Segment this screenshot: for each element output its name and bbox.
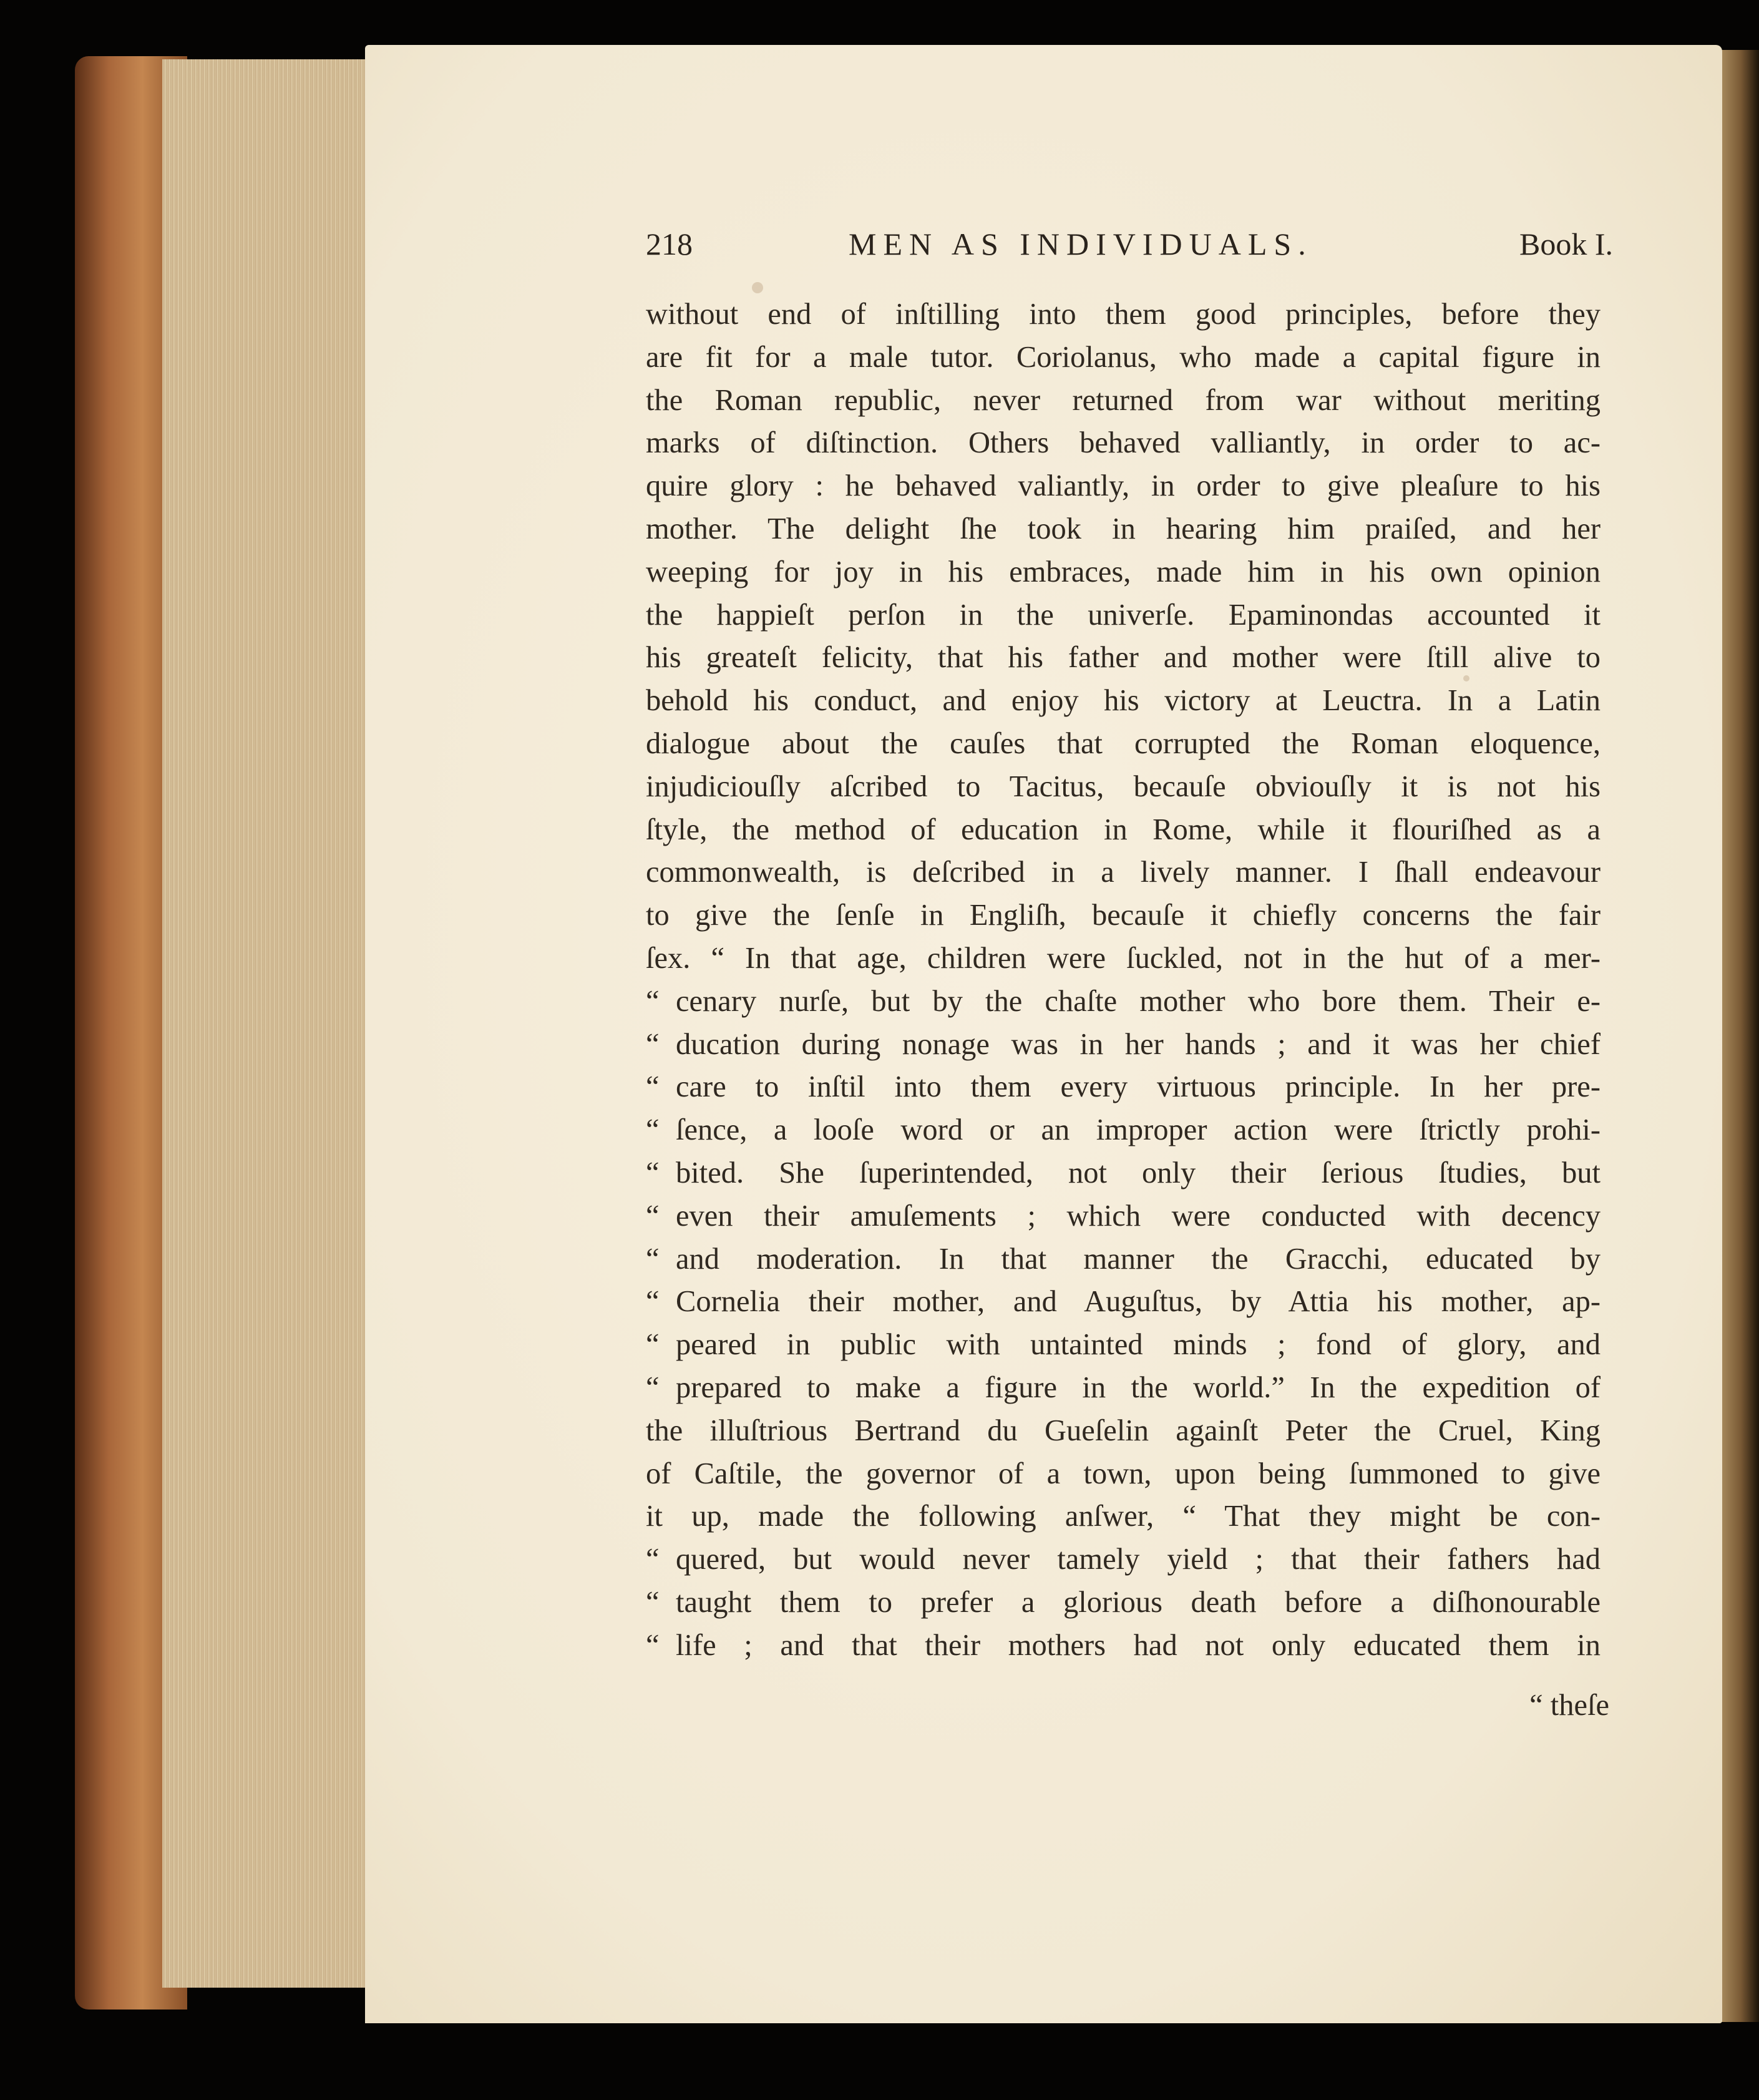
text-line bbox=[646, 1410, 1601, 1453]
line-text: behold his conduct, and enjoy his victory at Leuctra. In a Latin bbox=[646, 684, 1601, 718]
quote-mark: “ bbox=[646, 1027, 660, 1061]
text-line bbox=[646, 809, 1601, 852]
quote-mark: “ bbox=[646, 1628, 660, 1662]
line-text: bited. She ſuperintended, not only their ſerious ſtudies, but bbox=[676, 1156, 1601, 1189]
running-title: MEN AS INDIVIDUALS. bbox=[849, 227, 1313, 261]
text-line bbox=[646, 1538, 1601, 1581]
line-text: ſence, a looſe word or an improper action were ſtrictly prohi- bbox=[676, 1113, 1601, 1147]
text-line bbox=[646, 551, 1601, 594]
line-text: Cornelia their mother, and Auguſtus, by Attia his mother, ap- bbox=[676, 1285, 1601, 1319]
line-text: cenary nurſe, but by the chaſte mother who bore them. Their e- bbox=[676, 984, 1601, 1018]
line-text: weeping for joy in his embraces, made him in his own opinion bbox=[646, 555, 1601, 588]
text-line bbox=[646, 293, 1601, 336]
text-line bbox=[646, 766, 1601, 809]
quote-mark: “ bbox=[646, 1370, 660, 1404]
quote-mark: “ bbox=[646, 1328, 660, 1362]
page-number: 218 bbox=[646, 227, 693, 261]
foxing-spot bbox=[752, 282, 763, 293]
text-line bbox=[646, 1195, 1601, 1238]
quote-mark: “ bbox=[646, 1199, 660, 1233]
quote-mark: “ bbox=[646, 1543, 660, 1576]
line-text: injudiciouſly aſcribed to Tacitus, becauſe obviouſly it is not his bbox=[646, 769, 1601, 803]
line-text: dialogue about the cauſes that corrupted the Roman eloquence, bbox=[646, 726, 1601, 760]
line-text: life ; and that their mothers had not only educated them in bbox=[676, 1628, 1601, 1662]
text-line bbox=[646, 1581, 1601, 1624]
line-text: his greateſt felicity, that his father and mother were ſtill alive to bbox=[646, 641, 1601, 675]
line-text: are fit for a male tutor. Coriolanus, who made a capital figure in bbox=[646, 340, 1601, 374]
line-text: of Caſtile, the governor of a town, upon being ſummoned to give bbox=[646, 1457, 1601, 1490]
line-text: mother. The delight ſhe took in hearing him praiſed, and her bbox=[646, 512, 1601, 545]
text-line bbox=[646, 508, 1601, 551]
catchword: “ theſe bbox=[1529, 1689, 1609, 1722]
body-text bbox=[646, 293, 1601, 1668]
line-text: to give the ſenſe in Engliſh, becauſe it chiefly concerns the fair bbox=[646, 899, 1601, 932]
text-line bbox=[646, 336, 1601, 379]
line-text: it up, made the following anſwer, “ That they might be con- bbox=[646, 1500, 1601, 1533]
text-line bbox=[646, 1453, 1601, 1496]
text-line bbox=[646, 1238, 1601, 1281]
quote-mark: “ bbox=[646, 1242, 660, 1276]
line-text: taught them to prefer a glorious death before a diſhonourable bbox=[676, 1585, 1601, 1619]
text-line bbox=[646, 379, 1601, 422]
line-text: marks of diſtinction. Others behaved valliantly, in order to ac- bbox=[646, 426, 1601, 460]
quote-mark: “ bbox=[646, 1070, 660, 1104]
text-line bbox=[646, 937, 1601, 980]
text-line bbox=[646, 1023, 1601, 1067]
text-line bbox=[646, 1066, 1601, 1109]
book-label: Book I. bbox=[1519, 227, 1613, 261]
text-line bbox=[646, 1367, 1601, 1410]
text-line bbox=[646, 637, 1601, 680]
quote-mark: “ bbox=[646, 1585, 660, 1619]
line-text: peared in public with untainted minds ; fond of glory, and bbox=[676, 1328, 1601, 1362]
text-line bbox=[646, 894, 1601, 937]
text-line bbox=[646, 465, 1601, 508]
text-line bbox=[646, 980, 1601, 1023]
line-text: quered, but would never tamely yield ; that their fathers had bbox=[676, 1543, 1601, 1576]
text-line bbox=[646, 594, 1601, 637]
line-text: the happieſt perſon in the univerſe. Epaminondas accounted it bbox=[646, 598, 1601, 632]
text-line bbox=[646, 680, 1601, 723]
running-head bbox=[646, 226, 1613, 270]
quote-mark: “ bbox=[646, 1113, 660, 1147]
line-text: care to inſtil into them every virtuous principle. In her pre- bbox=[676, 1070, 1601, 1104]
line-text: commonwealth, is deſcribed in a lively manner. I ſhall endeavour bbox=[646, 856, 1601, 889]
text-line bbox=[646, 1152, 1601, 1195]
line-text: and moderation. In that manner the Gracchi, educated by bbox=[676, 1242, 1601, 1276]
line-text: without end of inſtilling into them good principles, before they bbox=[646, 298, 1601, 331]
text-line bbox=[646, 422, 1601, 465]
quote-mark: “ bbox=[646, 984, 660, 1018]
quote-mark: “ bbox=[646, 1285, 660, 1319]
text-line bbox=[646, 1324, 1601, 1367]
quote-mark: “ bbox=[646, 1156, 660, 1189]
text-line bbox=[646, 1281, 1601, 1324]
line-text: ducation during nonage was in her hands ; and it was her chief bbox=[676, 1027, 1601, 1061]
line-text: the Roman republic, never returned from war without meriting bbox=[646, 383, 1601, 417]
line-text: prepared to make a figure in the world.” In the expedition of bbox=[676, 1370, 1601, 1404]
text-line bbox=[646, 851, 1601, 894]
text-line bbox=[646, 1495, 1601, 1538]
line-text: quire glory : he behaved valiantly, in order to give pleaſure to his bbox=[646, 469, 1601, 503]
line-text: ſtyle, the method of education in Rome, while it flouriſhed as a bbox=[646, 813, 1601, 846]
text-line bbox=[646, 1109, 1601, 1152]
text-line bbox=[646, 1624, 1601, 1668]
page-edges bbox=[162, 59, 369, 1988]
line-text: even their amuſements ; which were conducted with decency bbox=[676, 1199, 1601, 1233]
line-text: ſex. “ In that age, children were ſuckled, not in the hut of a mer- bbox=[646, 941, 1601, 975]
text-line bbox=[646, 723, 1601, 766]
line-text: the illuſtrious Bertrand du Gueſelin againſt Peter the Cruel, King bbox=[646, 1414, 1601, 1447]
